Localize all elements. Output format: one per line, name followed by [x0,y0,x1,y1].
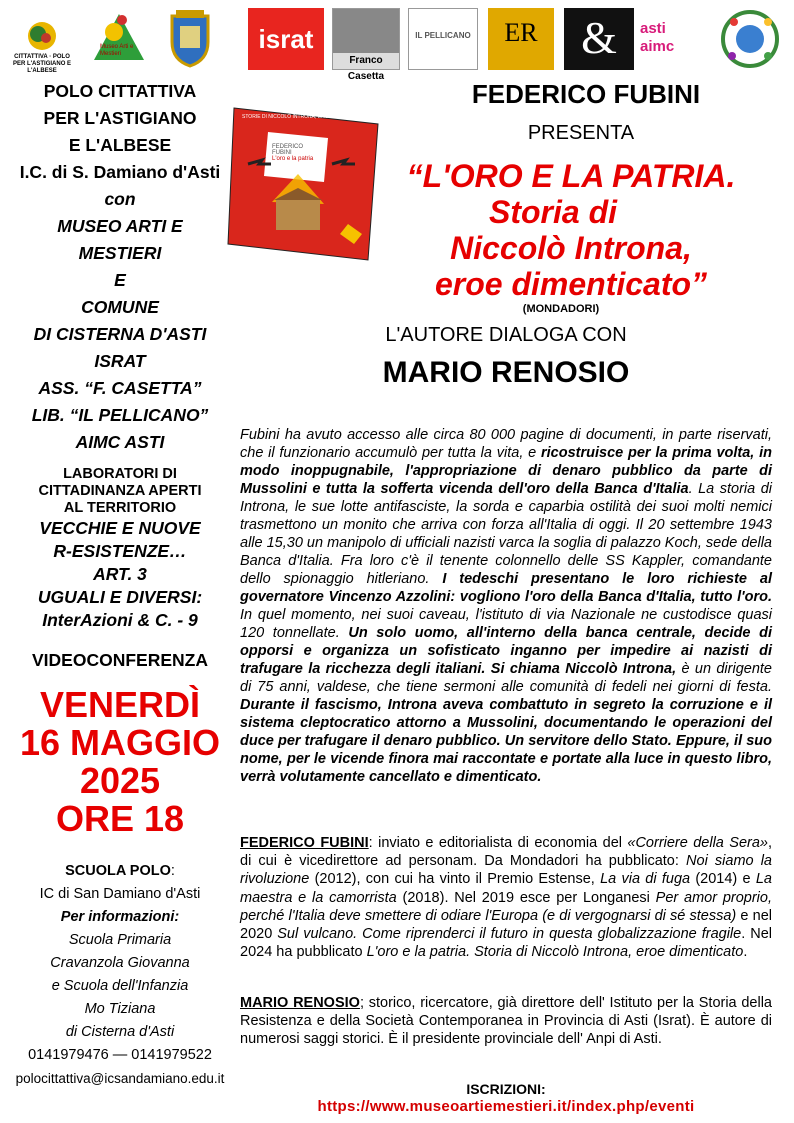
logo-ampersand [564,8,634,70]
bio-fubini-run: La via di fuga [600,871,691,888]
bio-fubini-run: Noi siamo la rivoluzione [240,853,772,888]
logo-israt-text: israt [258,24,314,54]
description-run: ricostruisce per la prima volta, in modo inoppugnabile, l'appropriazione di denaro pubblico da parte di Mussolini e tutta la sofferta vicenda dell'oro della Banca d'Italia [240,445,773,497]
logo-casetta-text: Franco Casetta [347,55,385,82]
description-run: . La storia di Introna, le sue lotte antifasciste, la sorda e caparbia ostilità dei suoi molti nemici trasmettono un monito che arriva con forza all'Italia di oggi. Il 20 settembre 1943 alle 15,30 un manipolo di ufficiali nazisti varca la soglia di palazzo Koch, sede della Banca d'Italia. Fra loro c'è il tenente colonnello delle SS Kappler, comandante dello spionaggio hitleriano. [240,481,772,587]
info-line: Scuola Primaria [68,932,172,948]
logo-aimc [640,8,706,70]
bio-renosio-name: MARIO RENOSIO [240,995,360,1011]
description-run: In quel momento, nei suoi caveau, l'istituto di via Nazionale ne custodisce quasi 120 tonnellate. [240,607,772,641]
bio-fubini-run: L'oro e la patria. Storia di Niccolò Introna, eroe dimenticato [366,944,744,961]
book-title [240,158,772,302]
author-name: FEDERICO FUBINI [471,79,701,109]
bio-renosio [240,994,772,1049]
description-run: Fubini ha avuto accesso alle circa 80 000 pagine di documenti, in parte riservati, che il funzionario accumulò per tutta la vita, e [240,427,772,461]
bio-fubini-run: La maestra e la camorrista [240,871,772,906]
info-label: Per informazioni: [60,909,180,925]
logo-cittattiva-text: CITTATTIVA · POLO PER L'ASTIGIANO E L'ALBESE [12,54,72,74]
book-title-line: Storia di [488,194,617,230]
logo-israt [248,8,324,70]
org-line: I.C. di S. Damiano d'Asti [19,162,221,182]
description-run: Un solo uomo, all'interno della banca centrale, decide di opporsi e organizza un sofisticato inganno per impedire ai nazisti di trafugare la ricchezza degli italiani. Si chiama Niccolò Introna, [240,625,772,677]
book-title-line: “L'ORO E LA PATRIA. [406,158,736,194]
book-title-line: Niccolò Introna, [450,230,692,266]
date-line: VENERDÌ [39,684,201,725]
logo-cittattiva [8,8,76,74]
info-line: Mo Tiziana [84,1001,156,1017]
logo-casetta [332,8,400,82]
bio-fubini-name: FEDERICO FUBINI [240,835,369,851]
lab-line: CITTADINANZA APERTI [38,483,202,499]
bio-fubini-run: Sul vulcano. Come riprenderci il futuro in questa globalizzazione fragile [277,926,742,943]
logo-museo-text: Museo Arti e Mestieri [100,44,134,57]
event-header [240,78,772,392]
partner-line: ISRAT [94,351,146,371]
partner-line: COMUNE [81,297,159,317]
registration [240,1080,772,1116]
globe-icon [714,8,786,70]
school-name: IC di San Damiano d'Asti [39,886,201,902]
partner-line: ASS. “F. CASETTA” [38,378,202,398]
book-title-line: eroe dimenticato” [434,266,708,302]
publisher-label: (MONDADORI) [522,303,600,315]
logo-pellicano [408,8,478,70]
org-line: PER L'ASTIGIANO [43,108,197,128]
bio-fubini [240,834,772,961]
logo-pellicano-text: IL PELLICANO [415,31,471,40]
info-line: di Cisterna d'Asti [65,1024,175,1040]
left-column [0,78,240,1090]
lab-title: VECCHIE E NUOVE [39,518,201,538]
logo-museo [86,8,152,70]
bio-fubini-run: . Nel 2024 ha pubblicato [240,926,772,961]
partner-line: E [114,270,126,290]
logo-globe [714,8,786,70]
bio-fubini-run: (2012), con cui ha vinto il Premio Estense, [309,871,601,888]
con-label: con [104,189,136,209]
museo-logo-graphic [86,8,152,70]
school-polo [0,860,240,883]
school-label: SCUOLA POLO [65,863,171,879]
partner-line: LIB. “IL PELLICANO” [31,405,209,425]
bio-fubini-run: «Corriere della Sera» [627,835,768,851]
logo-aimc-text: asti aimc [640,20,675,55]
registration-label: ISCRIZIONI: [466,1081,546,1097]
logo-strip [0,0,794,82]
book-series-text: STORIE DI NICCOLÒ INTRONA, EROE DIMENTICATO [242,114,368,120]
bio-fubini-run: . [743,944,748,961]
partner-line: MUSEO ARTI E [57,216,183,236]
bio-fubini-run: (2018). Nel 2019 esce per Longanesi [396,889,656,906]
contact-email[interactable]: polocittattiva@icsandamiano.edu.it [15,1071,225,1086]
date-line: 2025 [79,760,161,801]
guest-name: MARIO RENOSIO [382,356,630,389]
lab-title: R-ESISTENZE… [53,541,187,561]
description-run: I tedeschi presentano le loro richieste al governatore Vincenzo Azzolini: vogliono l'oro della Banca d'Italia, tutto l'oro. [240,571,772,605]
lab-title: InterAzioni & C. - 9 [42,610,198,630]
info-line: e Scuola dell'Infanzia [51,978,189,994]
videoconference-label: VIDEOCONFERENZA [32,650,208,670]
book-description [240,426,772,786]
date-line: 16 MAGGIO [19,722,221,763]
org-line: POLO CITTATTIVA [43,81,197,101]
dialogue-label: L'AUTORE DIALOGA CON [385,324,627,346]
bio-renosio-text: ; storico, ricercatore, già direttore dell' Istituto per la Storia della Resistenza e della Società Contemporanea in Provincia di Asti (Israt). È autore di numerosi saggi storici. È il presidente provinciale dell' Anpi di Asti. [240,995,772,1048]
registration-link[interactable]: https://www.museoartiemestieri.it/index.php/eventi [317,1098,695,1115]
lab-title: ART. 3 [93,564,147,584]
partner-line: MESTIERI [78,243,162,263]
bio-fubini-run: Per amor proprio, perché l'Italia deve smettere di odiare l'Europa (e di vergognarsi di sé stessa) [240,889,772,924]
logo-er [488,8,554,70]
book-title-text: L'oro e la patria [272,156,314,162]
logo-ampersand-text: & [581,12,617,63]
partner-line: AIMC ASTI [75,432,165,452]
logo-er-text: ER [504,18,538,47]
lab-line: AL TERRITORIO [63,500,177,516]
org-line: E L'ALBESE [68,135,172,155]
description-run: è un dirigente di 75 anni, valdese, che tiene sermoni alle comunità di fedeli nei giorni di festa. [240,661,772,695]
info-line: Cravanzola Giovanna [50,955,190,971]
school-colon: : [170,863,175,879]
date-line: ORE 18 [55,798,185,839]
lab-line: LABORATORI DI [63,466,177,482]
phone-numbers: 0141979476 — 0141979522 [28,1047,212,1063]
coat-of-arms-icon [162,8,218,70]
lab-title: UGUALI E DIVERSI: [37,587,203,607]
book-author-text: FEDERICO FUBINI [272,144,304,156]
logo-comune [162,8,218,70]
bio-fubini-run: , di cui è vicedirettore ad personam. Da Mondadori ha pubblicato: [240,835,773,870]
partner-line: DI CISTERNA D'ASTI [33,324,207,344]
bio-fubini-run: (2014) e [690,871,756,888]
bio-fubini-run: : inviato e editorialista di economia del [368,835,628,851]
presents-label: PRESENTA [527,122,635,144]
photo-placeholder [333,9,399,53]
bio-fubini-run: e nel 2020 [240,907,772,943]
description-run: Durante il fascismo, Introna aveva combattuto in segreto la corruzione e il sistema cleptocratico attorno a Mussolini, documentando le operazioni del duce per trafugare il denaro pubblico. Un servitore dello Stato. Eppure, il suo nome, per le vicende finora mai raccontate e portate alla luce in questo libro, verrà volutamente cancellato e dimenticato. [240,697,772,785]
